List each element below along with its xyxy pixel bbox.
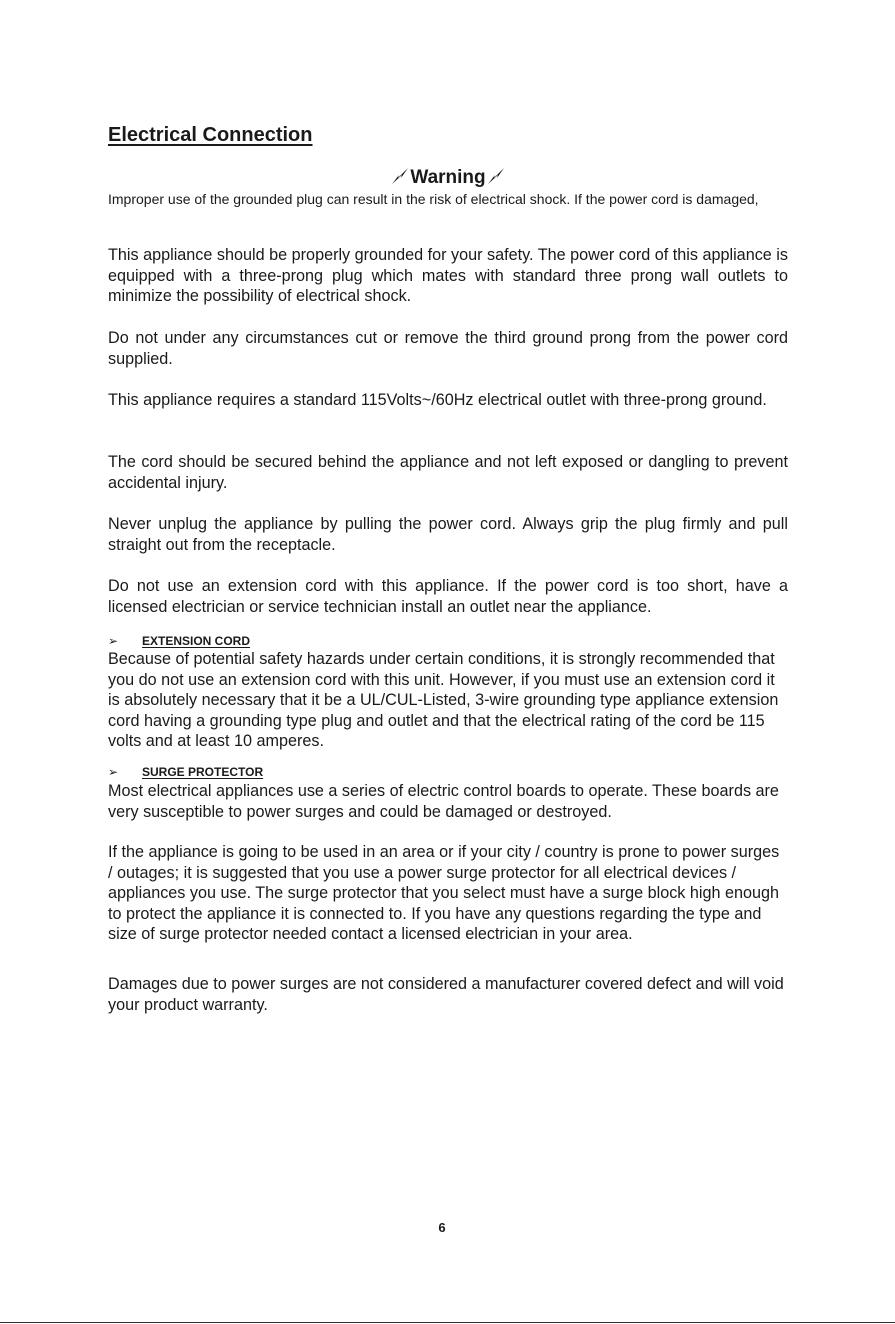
extension-cord-text: Because of potential safety hazards under certain conditions, it is strongly recommended that you do not use an extension cord with this unit. However, if you must use an extension cord it is absolutely necessary that it be a UL/CUL-Listed, 3-wire grounding type appliance extension cord having a grounding type plug and outlet and that the electrical rating of the cord be 115 volts and at least 10 amperes.	[108, 650, 779, 750]
paragraph-grounding: This appliance should be properly grounded for your safety. The power cord of this appliance is equipped with a three-prong plug which mates with standard three prong wall outlets to minimize the possibility of electrical shock.	[108, 246, 788, 305]
paragraph-ground-prong: Do not under any circumstances cut or remove the third ground prong from the power cord supplied.	[108, 329, 788, 368]
page-bottom-rule	[0, 1322, 895, 1323]
extension-cord-title: EXTENSION CORD	[142, 634, 251, 648]
paragraph-no-extension: Do not use an extension cord with this appliance. If the power cord is too short, have a licensed electrician or service technician install an outlet near the appliance.	[108, 577, 788, 616]
paragraph-outlet: This appliance requires a standard 115Volts~/60Hz electrical outlet with three-prong ground.	[108, 391, 767, 409]
warning-label: Warning	[410, 167, 486, 188]
lightning-bolt-icon	[390, 166, 410, 186]
paragraph-unplug: Never unplug the appliance by pulling the power cord. Always grip the plug firmly and pull straight out from the receptacle.	[108, 515, 788, 554]
warning-title	[108, 166, 788, 189]
arrow-bullet-icon: ➢	[108, 634, 119, 648]
surge-protector-heading	[108, 765, 263, 779]
surge-protector-title: SURGE PROTECTOR	[142, 765, 264, 779]
section-heading: Electrical Connection	[108, 124, 313, 146]
surge-paragraph-protector: If the appliance is going to be used in an area or if your city / country is prone to power surges / outages; it is suggested that you use a power surge protector for all electrical devices / appliances you use. The surge protector that you select must have a surge block high enough to protect the appliance it is connected to. If you have any questions regarding the type and size of surge protector needed contact a licensed electrician in your area.	[108, 843, 780, 943]
paragraph-cord-secured: The cord should be secured behind the appliance and not left exposed or dangling to prevent accidental injury.	[108, 453, 788, 492]
manual-page	[108, 0, 788, 1324]
surge-paragraph-boards: Most electrical appliances use a series of electric control boards to operate. These boards are very susceptible to power surges and could be damaged or destroyed.	[108, 782, 779, 821]
extension-cord-heading	[108, 634, 250, 648]
page-number: 6	[438, 1220, 446, 1235]
warning-text: Improper use of the grounded plug can result in the risk of electrical shock. If the power cord is damaged,	[108, 191, 759, 207]
surge-paragraph-warranty: Damages due to power surges are not considered a manufacturer covered defect and will void your product warranty.	[108, 975, 784, 1014]
arrow-bullet-icon: ➢	[108, 765, 119, 779]
lightning-bolt-icon	[486, 166, 506, 186]
